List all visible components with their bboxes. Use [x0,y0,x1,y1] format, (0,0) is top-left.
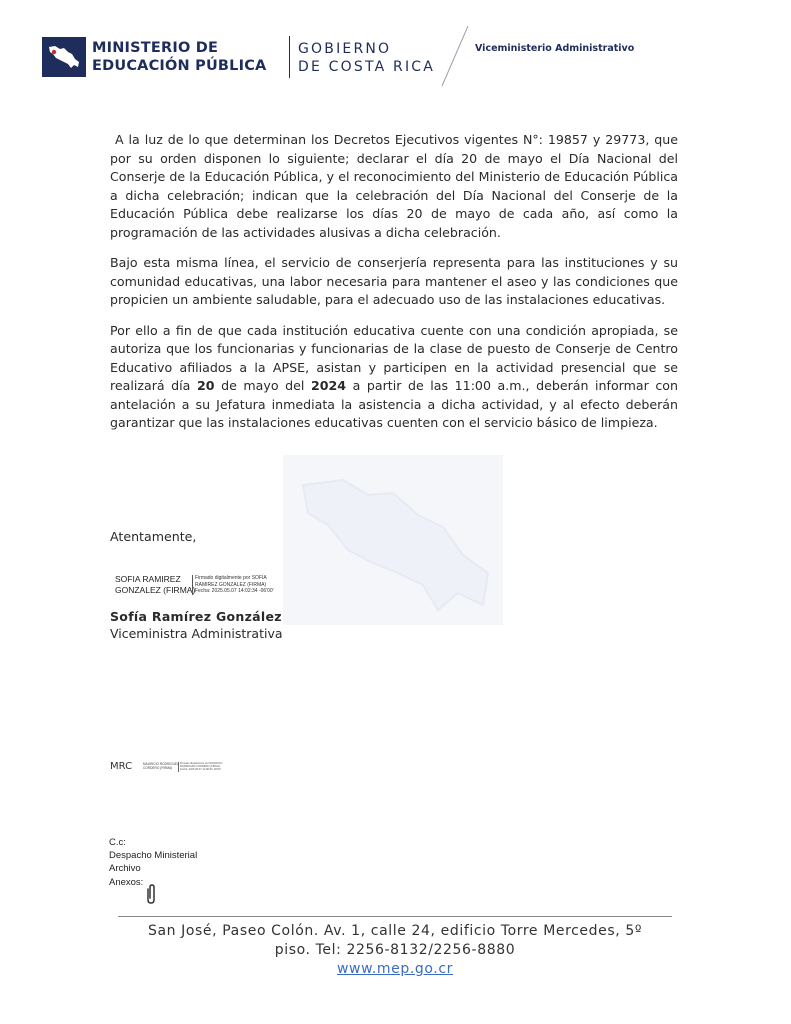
copy-list [109,836,197,889]
cc-label: C.c: [109,837,126,848]
date-year: 2024 [310,378,347,393]
signature-stamp-info [192,575,274,595]
cc-despacho: Despacho Ministerial [109,850,198,862]
paragraph-3 [110,322,678,433]
ministry-line-1: MINISTERIO DE [92,40,219,56]
gov-line-2: DE COSTA RICA [298,59,436,75]
costa-rica-map-logo-icon [42,37,86,77]
stamp-info-line-3: Fecha: 2025.05.07 14:02:34 -06'00' [195,588,274,594]
mrc-stamp-line-2: CORDERO (FIRMA) [143,766,173,770]
initials: MRC [110,761,133,772]
mrc-signature-info [178,762,222,772]
signer-name: Sofía Ramírez González [110,609,282,624]
paragraph-3-part-a: Por ello a fin de que cada institución educativa cuente con una condición apropiada, se autoriza que los funcionarias y funcionarias de la clase de puesto de Conserje de Centro Educativo afiliados a la APSE, asistan y participen en la actividad presencial que se realizará día [110,322,678,393]
letterhead [42,34,742,82]
ministry-line-2: EDUCACIÓN PÚBLICA [92,58,267,74]
gov-line-1: GOBIERNO [298,41,392,57]
letter-body [110,131,678,445]
stamp-info-line-1: Firmado digitalmente por SOFIA [195,575,267,581]
mrc-info-line-1: Firmado digitalmente por MAURICIO [180,762,223,765]
mrc-signature-stamp [143,762,179,770]
closing-salutation: Atentamente, [110,529,197,544]
website-link[interactable]: www.mep.go.cr [336,961,453,977]
vice-ministry-label: Viceministerio Administrativo [475,43,635,54]
stamp-name-line-1: SOFIA RAMIREZ [115,574,181,584]
mrc-info-line-3: Fecha: 2025.05.07 12:08:30 -06'00' [180,768,221,772]
mrc-stamp-line-1: MAURICIO RODRIGUEZ [143,762,179,766]
stamp-info-line-2: RAMIREZ GONZALEZ (FIRMA) [195,581,267,588]
paragraph-2: Bajo esta misma línea, el servicio de conserjería representa para las instituciones y su comunidad educativas, una labor necesaria para mantener el aseo y las condiciones que propicien un ambiente saludable, para el adecuado uso de las instalaciones educativas. [110,255,678,307]
signature-stamp-name [115,574,195,596]
cc-archivo: Archivo [109,863,141,875]
footer-address-line-1: San José, Paseo Colón. Av. 1, calle 24, edificio Torre Mercedes, 5º [147,923,643,939]
cc-anexos: Anexos: [109,876,144,888]
paragraph-1: A la luz de lo que determinan los Decretos Ejecutivos vigentes N°: 19857 y 29773, que por su orden disponen lo siguiente; declarar el día 20 de mayo el Día Nacional del Conserje de la Educación Pública, y el reconocimiento del Ministerio de Educación Pública a dicha celebración; indican que la celebración del Día Nacional del Conserje de la Educación Pública debe realizarse los días 20 de mayo de cada año, así como la programación de las actividades alusivas a dicha celebración. [110,132,678,240]
date-day: 20 [196,378,215,393]
stamp-name-line-2: GONZALEZ (FIRMA) [115,585,196,595]
watermark-map-icon [283,455,503,625]
signer-title: Viceministra Administrativa [110,626,283,641]
footer [110,922,680,979]
paragraph-3-part-b: de mayo del [214,378,311,393]
header-slash-divider [440,26,470,88]
paragraph-3-part-c: a partir de las 11:00 a.m., deberán informar con antelación a su Jefatura inmediata la asistencia a dicha actividad, y al efecto deberán garantizar que las instalaciones educativas cuenten con el servicio básico de limpieza. [110,378,678,430]
digital-signature-stamp [115,574,315,598]
ministry-name [92,39,266,75]
footer-divider [118,916,672,917]
paperclip-icon[interactable] [145,883,157,905]
footer-address-line-2: piso. Tel: 2256-8132/2256-8880 [274,942,516,958]
mrc-info-line-2: RODRIGUEZ CORDERO (FIRMA) [180,765,221,769]
header-divider [289,36,290,78]
government-name [298,40,435,76]
